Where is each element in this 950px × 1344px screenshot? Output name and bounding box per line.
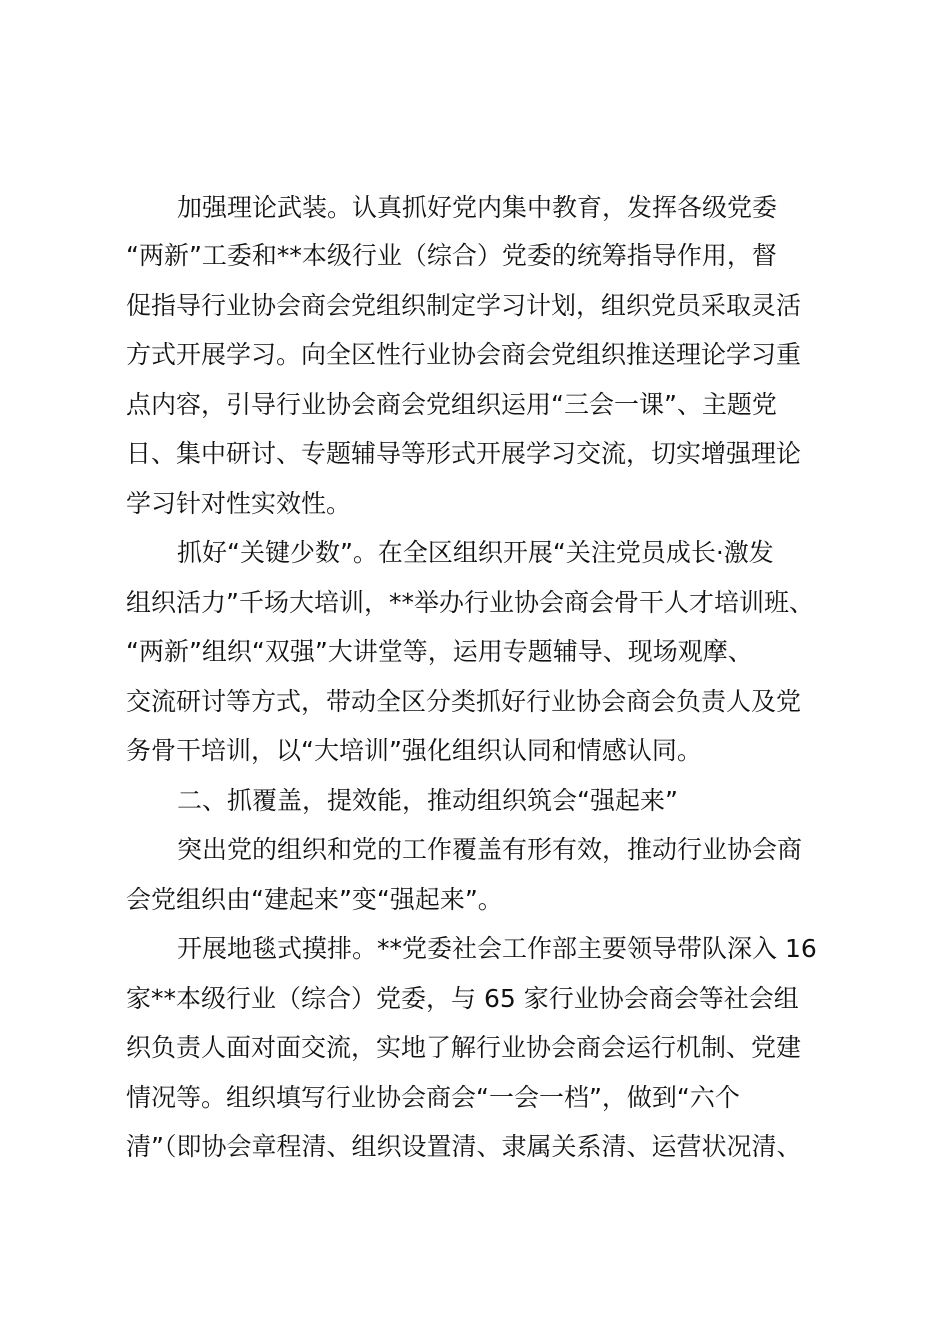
paragraph-line: 情况等。组织填写行业协会商会“一会一档”，做到“六个 xyxy=(126,1083,740,1112)
section-heading: 二、抓覆盖，提效能，推动组织筑会“强起来” xyxy=(177,786,678,815)
paragraph-line: 促指导行业协会商会党组织制定学习计划，组织党员采取灵活 xyxy=(126,291,802,320)
paragraph-line: 加强理论武装。认真抓好党内集中教育，发挥各级党委 xyxy=(177,193,778,222)
paragraph-line: “两新”组织“双强”大讲堂等，运用专题辅导、现场观摩、 xyxy=(126,637,753,666)
paragraph-line: 方式开展学习。向全区性行业协会商会党组织推送理论学习重 xyxy=(126,340,802,369)
paragraph-line: 开展地毯式摸排。**党委社会工作部主要领导带队深入 16 xyxy=(177,934,817,963)
paragraph-line: 务骨干培训，以“大培训”强化组织认同和情感认同。 xyxy=(126,736,702,765)
paragraph-line: 抓好“关键少数”。在全区组织开展“关注党员成长·激发 xyxy=(177,538,774,567)
paragraph-line: 突出党的组织和党的工作覆盖有形有效，推动行业协会商 xyxy=(177,835,803,864)
paragraph-line: 清”（即协会章程清、组织设置清、隶属关系清、运营状况清、 xyxy=(126,1132,802,1161)
paragraph-line: 学习针对性实效性。 xyxy=(126,489,352,518)
paragraph-line: “两新”工委和**本级行业（综合）党委的统筹指导作用，督 xyxy=(126,241,777,270)
paragraph-line: 会党组织由“建起来”变“强起来”。 xyxy=(126,885,503,914)
paragraph-line: 织负责人面对面交流，实地了解行业协会商会运行机制、党建 xyxy=(126,1033,802,1062)
paragraph-line: 交流研讨等方式，带动全区分类抓好行业协会商会负责人及党 xyxy=(126,687,802,716)
paragraph-line: 组织活力”千场大培训，**举办行业协会商会骨干人才培训班、 xyxy=(126,588,814,617)
paragraph-line: 点内容，引导行业协会商会党组织运用“三会一课”、主题党 xyxy=(126,390,777,419)
paragraph-line: 日、集中研讨、专题辅导等形式开展学习交流，切实增强理论 xyxy=(126,439,802,468)
paragraph-line: 家**本级行业（综合）党委，与 65 家行业协会商会等社会组 xyxy=(126,984,799,1013)
